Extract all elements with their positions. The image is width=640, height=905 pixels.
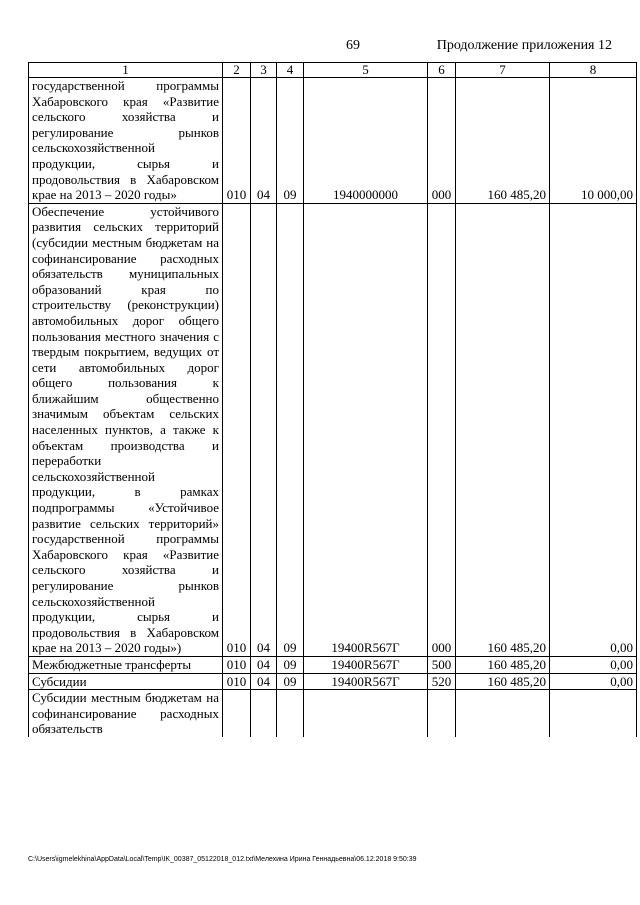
cell-ministry-code: 010 (223, 203, 251, 656)
cell-expense-type: 000 (428, 78, 456, 204)
cell-amount (550, 690, 637, 737)
cell-subsection: 09 (277, 656, 304, 673)
cell-target-article (304, 690, 428, 737)
cell-target-article: 19400R567Г (304, 656, 428, 673)
table-row (29, 690, 637, 737)
column-header: 5 (304, 63, 428, 78)
cell-amount: 0,00 (550, 673, 637, 690)
cell-expense-type: 500 (428, 656, 456, 673)
column-header: 3 (251, 63, 277, 78)
cell-subsection (277, 690, 304, 737)
column-header: 8 (550, 63, 637, 78)
cell-amount: 160 485,20 (456, 673, 550, 690)
appendix-note: Продолжение приложения 12 (436, 38, 612, 53)
column-header: 1 (29, 63, 223, 78)
cell-amount: 160 485,20 (456, 656, 550, 673)
row-description: Межбюджетные трансферты (29, 656, 223, 673)
row-description: Обеспечение устойчивого развития сельских территорий (субсидии местным бюджетам на софинансирование расходных обязательств муниципальных образований края по строительству (реконструкции) автомобильных дорог общего пользования местного значения с твердым покрытием, ведущих от сети автомобильных дорог общего пользования к ближайшим общественно значимым объектам сельских населенных пунктов, а также к объектам производства и переработки сельскохозяйственной продукции, в рамках подпрограммы «Устойчивое развитие сельских территорий» государственной программы Хабаровского края «Развитие сельского хозяйства и регулирование рынков сельскохозяйственной продукции, сырья и продовольствия в Хабаровском крае на 2013 – 2020 годы») (29, 203, 223, 656)
row-description: Субсидии (29, 673, 223, 690)
cell-ministry-code (223, 690, 251, 737)
cell-ministry-code: 010 (223, 656, 251, 673)
cell-target-article: 19400R567Г (304, 673, 428, 690)
cell-expense-type: 000 (428, 203, 456, 656)
row-description: Субсидии местным бюджетам на софинансирование расходных обязательств (29, 690, 223, 737)
cell-amount: 10 000,00 (550, 78, 637, 204)
cell-ministry-code: 010 (223, 78, 251, 204)
table-row (29, 656, 637, 673)
cell-subsection: 09 (277, 78, 304, 204)
table-row (29, 673, 637, 690)
cell-ministry-code: 010 (223, 673, 251, 690)
cell-expense-type: 520 (428, 673, 456, 690)
column-header: 6 (428, 63, 456, 78)
file-path-footer: C:\Users\igmelekhina\AppData\Local\Temp\IK_00387_05122018_012.txt\Мелехина Ирина Геннадьевна\06.12.2018 9:50:39 (28, 856, 417, 863)
cell-amount: 160 485,20 (456, 78, 550, 204)
cell-amount: 160 485,20 (456, 203, 550, 656)
cell-target-article: 1940000000 (304, 78, 428, 204)
cell-subsection: 09 (277, 203, 304, 656)
column-header: 7 (456, 63, 550, 78)
table-row (29, 78, 637, 204)
cell-amount: 0,00 (550, 656, 637, 673)
table-row (29, 203, 637, 656)
cell-section: 04 (251, 78, 277, 204)
cell-target-article: 19400R567Г (304, 203, 428, 656)
cell-section: 04 (251, 656, 277, 673)
cell-section (251, 690, 277, 737)
column-header: 2 (223, 63, 251, 78)
table-header-row (29, 63, 637, 78)
row-description: государственной программы Хабаровского края «Развитие сельского хозяйства и регулирование рынков сельскохозяйственной продукции, сырья и продовольствия в Хабаровском крае на 2013 – 2020 годы» (29, 78, 223, 204)
page-number: 69 (346, 38, 360, 53)
cell-amount (456, 690, 550, 737)
cell-amount: 0,00 (550, 203, 637, 656)
column-header: 4 (277, 63, 304, 78)
cell-expense-type (428, 690, 456, 737)
cell-section: 04 (251, 673, 277, 690)
cell-subsection: 09 (277, 673, 304, 690)
budget-table (28, 62, 637, 737)
cell-section: 04 (251, 203, 277, 656)
